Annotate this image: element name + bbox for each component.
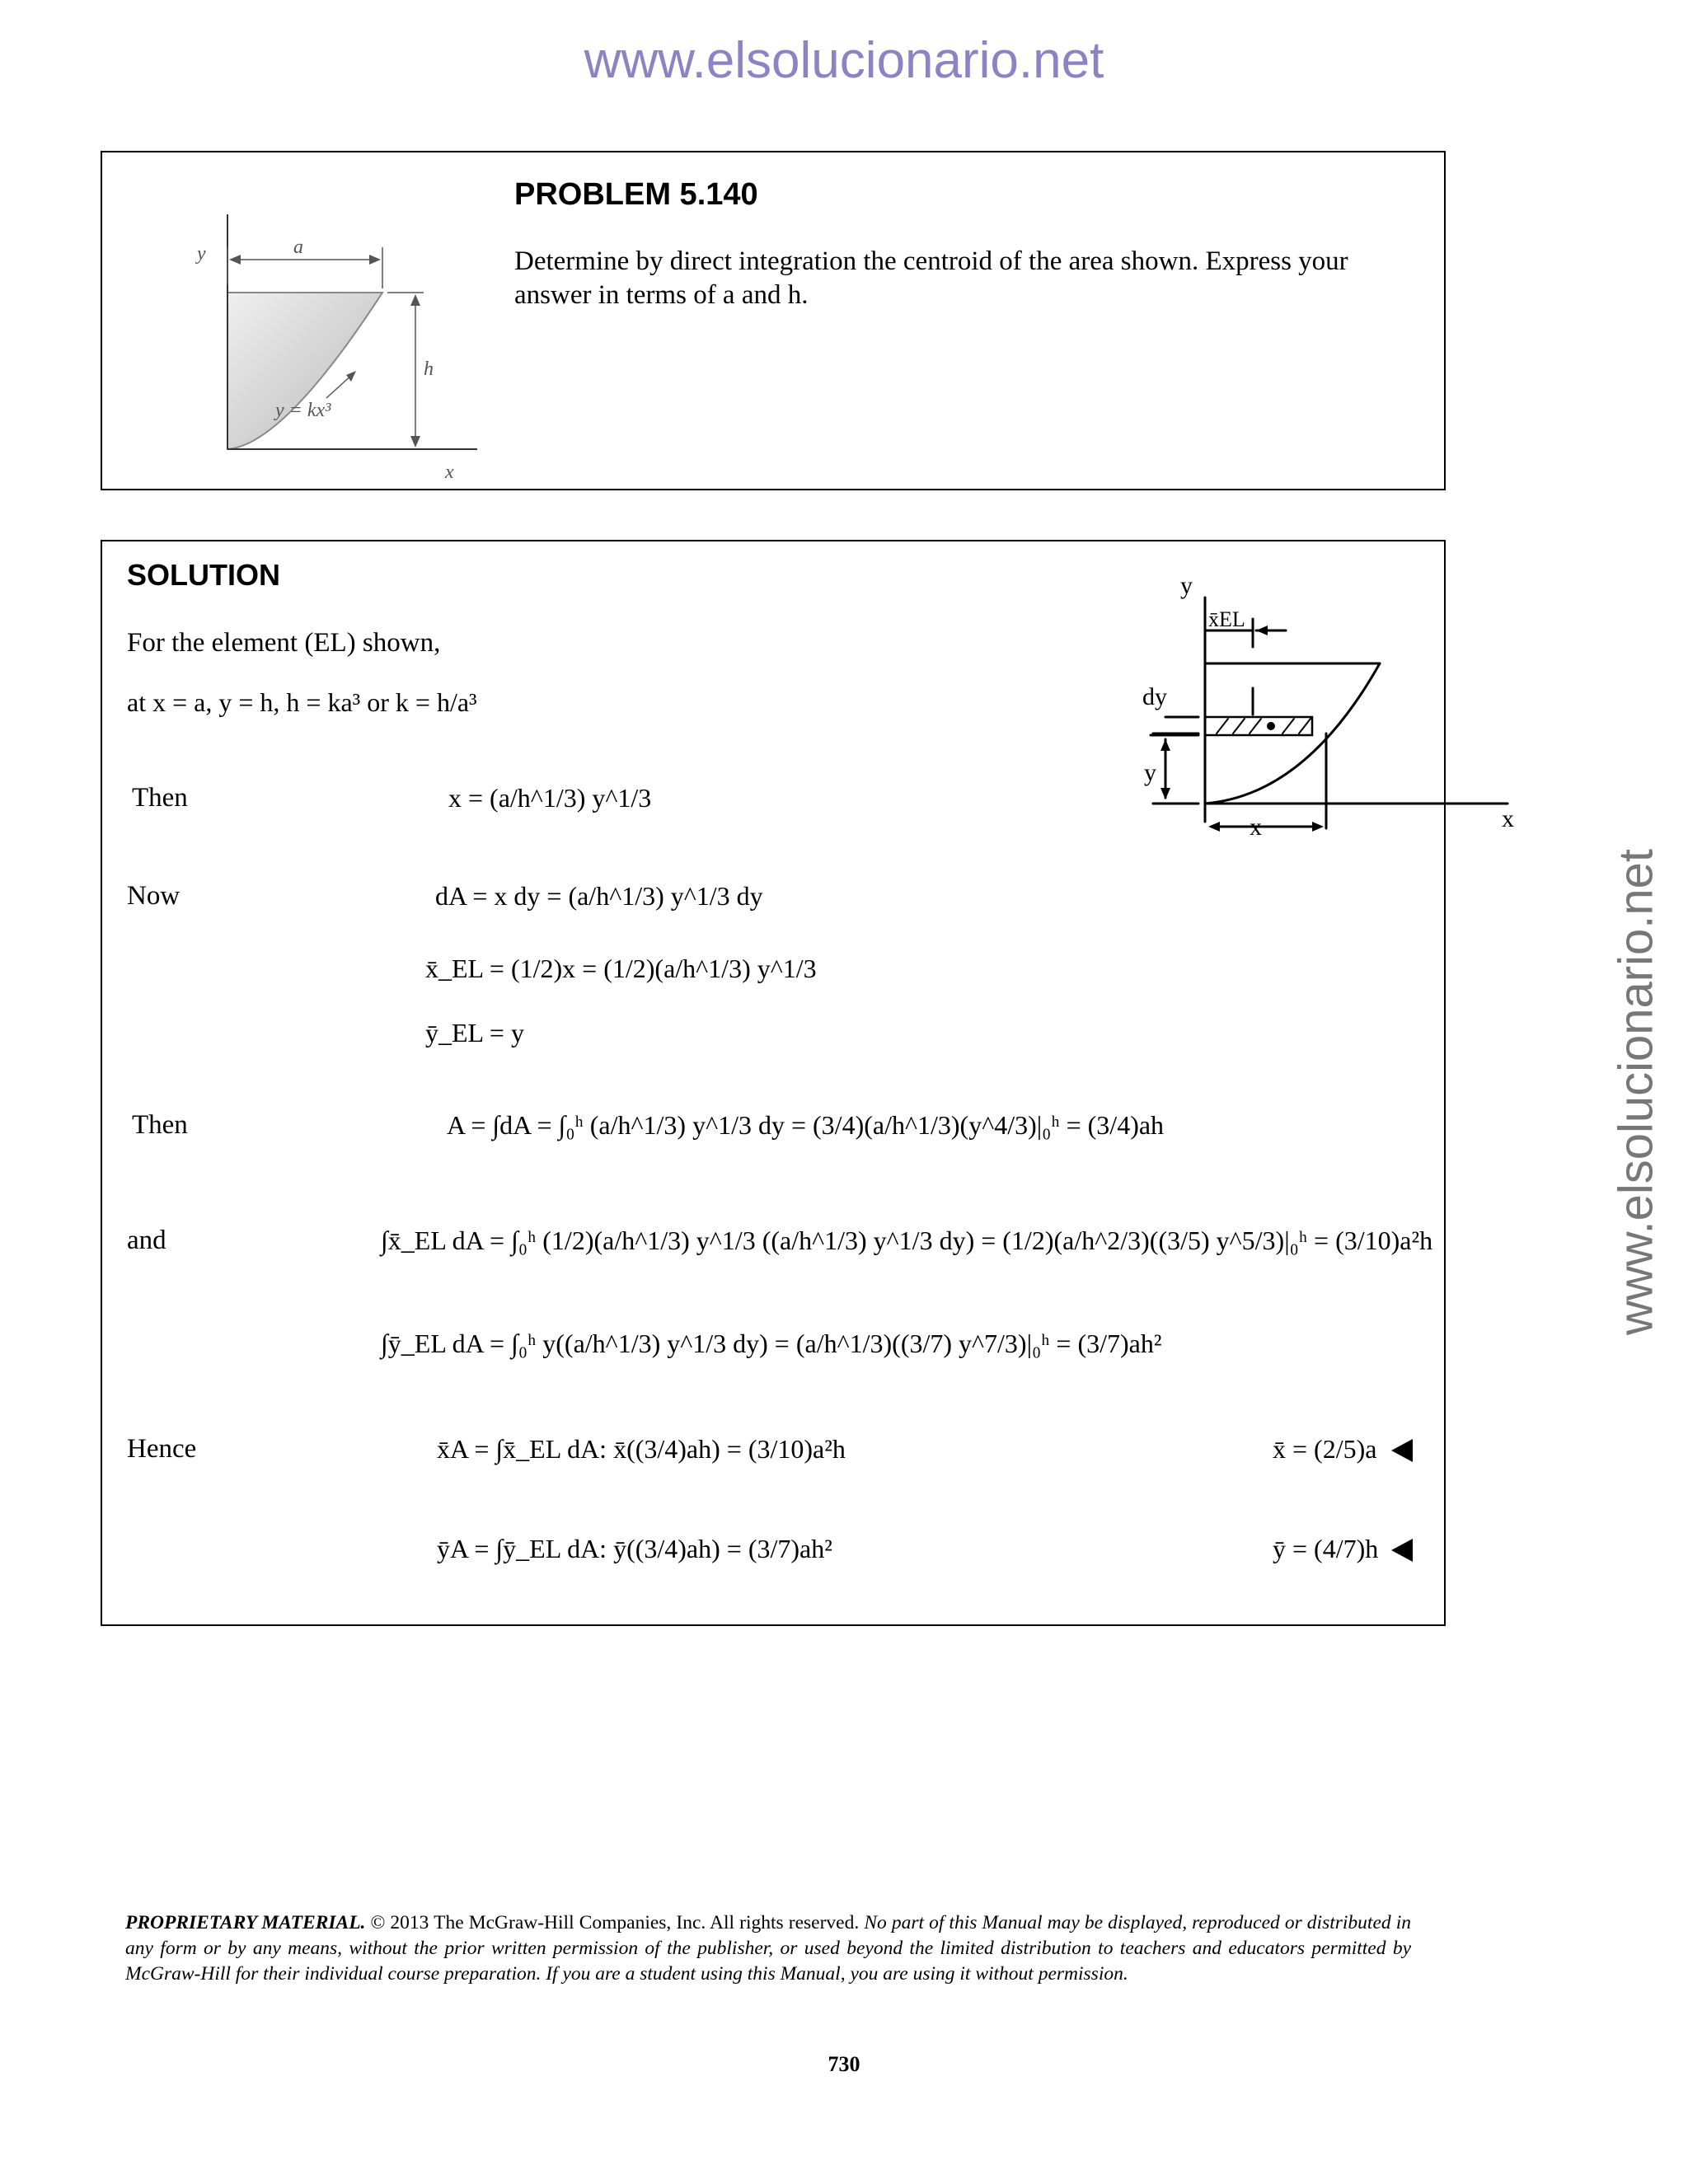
figure-h-label: h [424,359,434,380]
curve-label: y = kx³ [275,400,331,421]
eq-yel: ȳ_EL = y [425,1018,524,1047]
sketch-x-label: x [1502,805,1514,832]
sketch-xx-label: x [1250,813,1262,837]
element-sketch [1034,565,1528,837]
eq-xbar: x̄A = ∫x̄_EL dA: x̄((3/4)ah) = (3/10)a²h [437,1434,846,1464]
label-now: Now [127,881,181,911]
problem-title: PROBLEM 5.140 [514,177,758,212]
figure-x-label: x [445,462,454,482]
eq-dA: dA = x dy = (a/h^1/3) y^1/3 dy [435,881,763,911]
answer-y-marker-icon [1390,1537,1414,1563]
figure-a-label: a [293,237,303,258]
eq-at: at x = a, y = h, h = ka³ or k = h/a³ [127,687,477,717]
figure-y-label: y [197,243,206,265]
eq-xel-dA: ∫x̄_EL dA = ∫₀ʰ (1/2)(a/h^1/3) y^1/3 ((a/h^1/3) y^1/3 dy) = (1/2)(a/h^2/3)((3/5) y^5/3)|₀ʰ = (3/10)a²h [381,1226,1433,1255]
solution-title: SOLUTION [127,558,280,592]
label-then-2: Then [132,1110,188,1140]
solution-intro: For the element (EL) shown, [127,628,441,658]
shaded-area [227,293,382,449]
eq-yel-dA: ∫ȳ_EL dA = ∫₀ʰ y((a/h^1/3) y^1/3 dy) = (a/h^1/3)((3/7) y^7/3)|₀ʰ = (3/7)ah² [381,1329,1162,1358]
problem-figure [152,169,514,482]
answer-x: x̄ = (2/5)a [1273,1434,1377,1464]
eq-A: A = ∫dA = ∫₀ʰ (a/h^1/3) y^1/3 dy = (3/4)(a/h^1/3)(y^4/3)|₀ʰ = (3/4)ah [447,1110,1165,1140]
problem-text: Determine by direct integration the centroid of the area shown. Express your answer in terms of a and h. [514,246,1348,310]
footer-terms: No part of this Manual may be displayed, reproduced or distributed in any form or by any means, without the prior written permission of the publisher, or used beyond the limited distribution to teachers and educators permitted by McGraw-Hill for their individual course preparation. If you are a student using this Manual, you are using it without permission. [125,1912,1411,1985]
page-number: 730 [828,2052,860,2076]
footer-copyright: © 2013 The McGraw-Hill Companies, Inc. All rights reserved. [365,1912,860,1933]
sketch-y-label: y [1180,572,1193,599]
sketch-yy-label: y [1144,759,1156,786]
eq-ybar: ȳA = ∫ȳ_EL dA: ȳ((3/4)ah) = (3/7)ah² [437,1534,832,1563]
label-and: and [127,1226,166,1255]
problem-box [101,151,1446,490]
sketch-dy-label: dy [1142,683,1167,710]
footer-lead: PROPRIETARY MATERIAL. [125,1912,366,1933]
eq-xel: x̄_EL = (1/2)x = (1/2)(a/h^1/3) y^1/3 [425,954,817,983]
eq-x: x = (a/h^1/3) y^1/3 [448,783,652,813]
answer-y: ȳ = (4/7)h [1273,1534,1379,1563]
label-hence: Hence [127,1434,197,1464]
sketch-xel-label: x̄EL [1208,607,1245,631]
answer-x-marker-icon [1390,1437,1414,1464]
solution-box [101,540,1514,1626]
footer-notice [125,1910,1411,1987]
watermark-side: www.elsolucionario.net [1609,849,1663,1335]
watermark-top: www.elsolucionario.net [584,32,1104,89]
label-then-1: Then [132,783,188,813]
